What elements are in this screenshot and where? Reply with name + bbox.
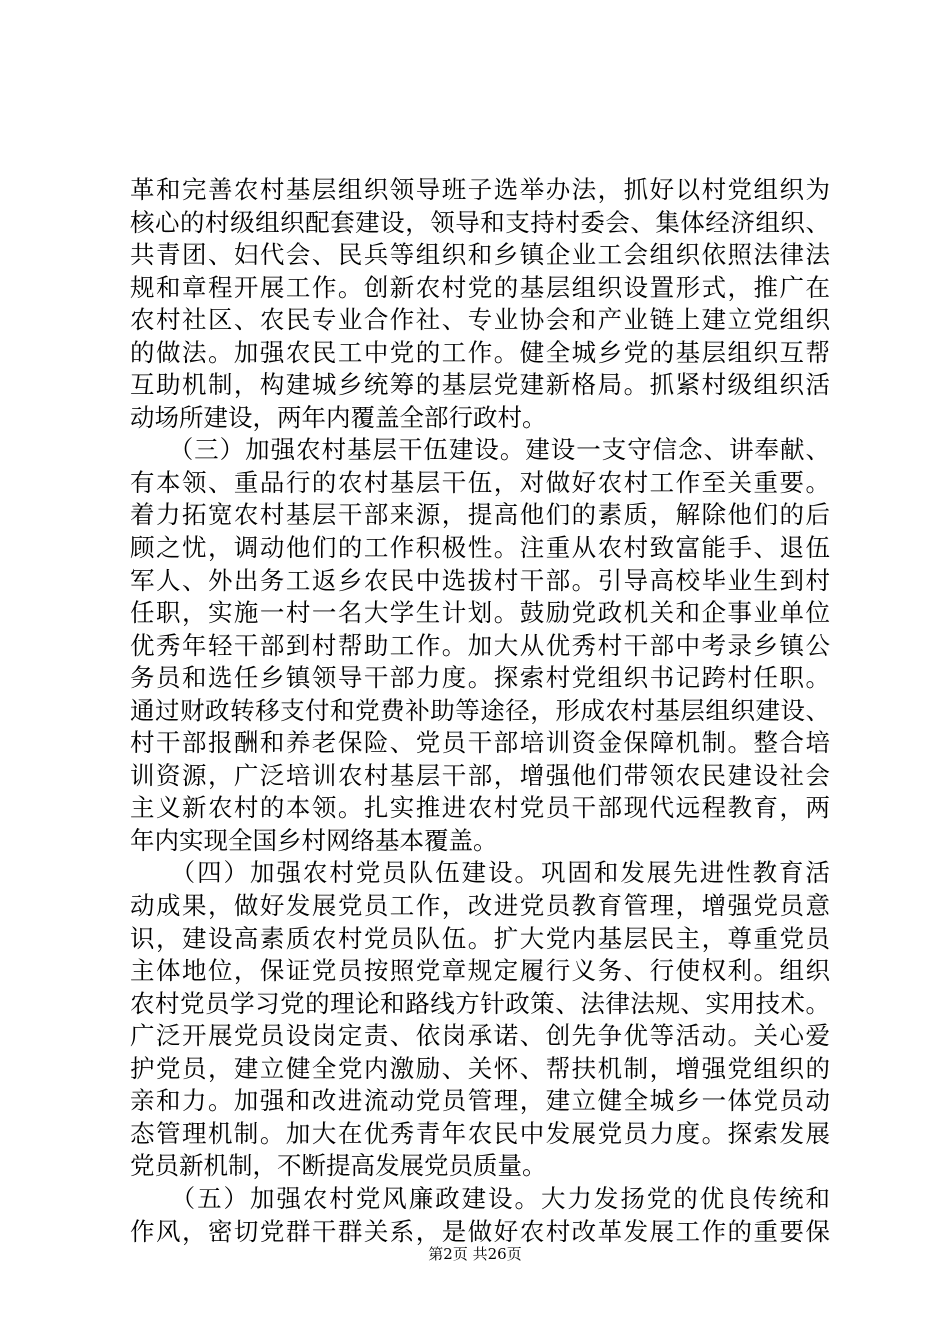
- text-line: 互助机制，构建城乡统筹的基层党建新格局。抓紧村级组织活: [130, 370, 830, 400]
- body-text: [130, 174, 830, 1248]
- text-line: 优秀年轻干部到村帮助工作。加大从优秀村干部中考录乡镇公: [130, 630, 830, 660]
- text-line: 主义新农村的本领。扎实推进农村党员干部现代远程教育，两: [130, 793, 830, 823]
- text-line: 年内实现全国乡村网络基本覆盖。: [130, 825, 498, 855]
- text-line: 共青团、妇代会、民兵等组织和乡镇企业工会组织依照法律法: [130, 240, 830, 270]
- text-line: 的做法。加强农民工中党的工作。健全城乡党的基层组织互帮: [130, 337, 830, 367]
- text-line: 党员新机制，不断提高发展党员质量。: [130, 1151, 547, 1181]
- text-line: （四）加强农村党员队伍建设。巩固和发展先进性教育活: [130, 858, 830, 888]
- text-line: 有本领、重品行的农村基层干伍，对做好农村工作至关重要。: [130, 467, 830, 497]
- page-footer: 第2页 共26页: [428, 1245, 522, 1263]
- text-line: 广泛开展党员设岗定责、依岗承诺、创先争优等活动。关心爱: [130, 1021, 830, 1051]
- text-line: 护党员，建立健全党内激励、关怀、帮扶机制，增强党组织的: [130, 1053, 830, 1083]
- text-line: 农村党员学习党的理论和路线方针政策、法律法规、实用技术。: [130, 988, 830, 1018]
- text-line: 规和章程开展工作。创新农村党的基层组织设置形式，推广在: [130, 272, 830, 302]
- text-line: 训资源，广泛培训农村基层干部，增强他们带领农民建设社会: [130, 760, 830, 790]
- text-line: 主体地位，保证党员按照党章规定履行义务、行使权利。组织: [130, 956, 830, 986]
- text-line: 顾之忧，调动他们的工作积极性。注重从农村致富能手、退伍: [130, 533, 830, 563]
- text-line: 农村社区、农民专业合作社、专业协会和产业链上建立党组织: [130, 305, 830, 335]
- text-line: （五）加强农村党风廉政建设。大力发扬党的优良传统和: [130, 1183, 830, 1213]
- text-line: 动场所建设，两年内覆盖全部行政村。: [130, 402, 547, 432]
- text-line: 务员和选任乡镇领导干部力度。探索村党组织书记跨村任职。: [130, 663, 830, 693]
- text-line: 作风，密切党群干群关系，是做好农村改革发展工作的重要保: [130, 1216, 830, 1246]
- text-line: 态管理机制。加大在优秀青年农民中发展党员力度。探索发展: [130, 1118, 830, 1148]
- text-line: 革和完善农村基层组织领导班子选举办法，抓好以村党组织为: [130, 175, 830, 204]
- text-line: 村干部报酬和养老保险、党员干部培训资金保障机制。整合培: [130, 728, 830, 758]
- text-line: 核心的村级组织配套建设，领导和支持村委会、集体经济组织、: [130, 207, 830, 237]
- text-line: （三）加强农村基层干伍建设。建设一支守信念、讲奉献、: [130, 435, 830, 465]
- text-line: 任职，实施一村一名大学生计划。鼓励党政机关和企事业单位: [130, 598, 830, 628]
- text-line: 亲和力。加强和改进流动党员管理，建立健全城乡一体党员动: [130, 1086, 830, 1116]
- text-line: 军人、外出务工返乡农民中选拔村干部。引导高校毕业生到村: [130, 565, 830, 595]
- text-line: 识，建设高素质农村党员队伍。扩大党内基层民主，尊重党员: [130, 923, 830, 953]
- text-line: 通过财政转移支付和党费补助等途径，形成农村基层组织建设、: [130, 695, 830, 725]
- text-line: 动成果，做好发展党员工作，改进党员教育管理，增强党员意: [130, 891, 830, 921]
- text-line: 着力拓宽农村基层干部来源，提高他们的素质，解除他们的后: [130, 500, 830, 530]
